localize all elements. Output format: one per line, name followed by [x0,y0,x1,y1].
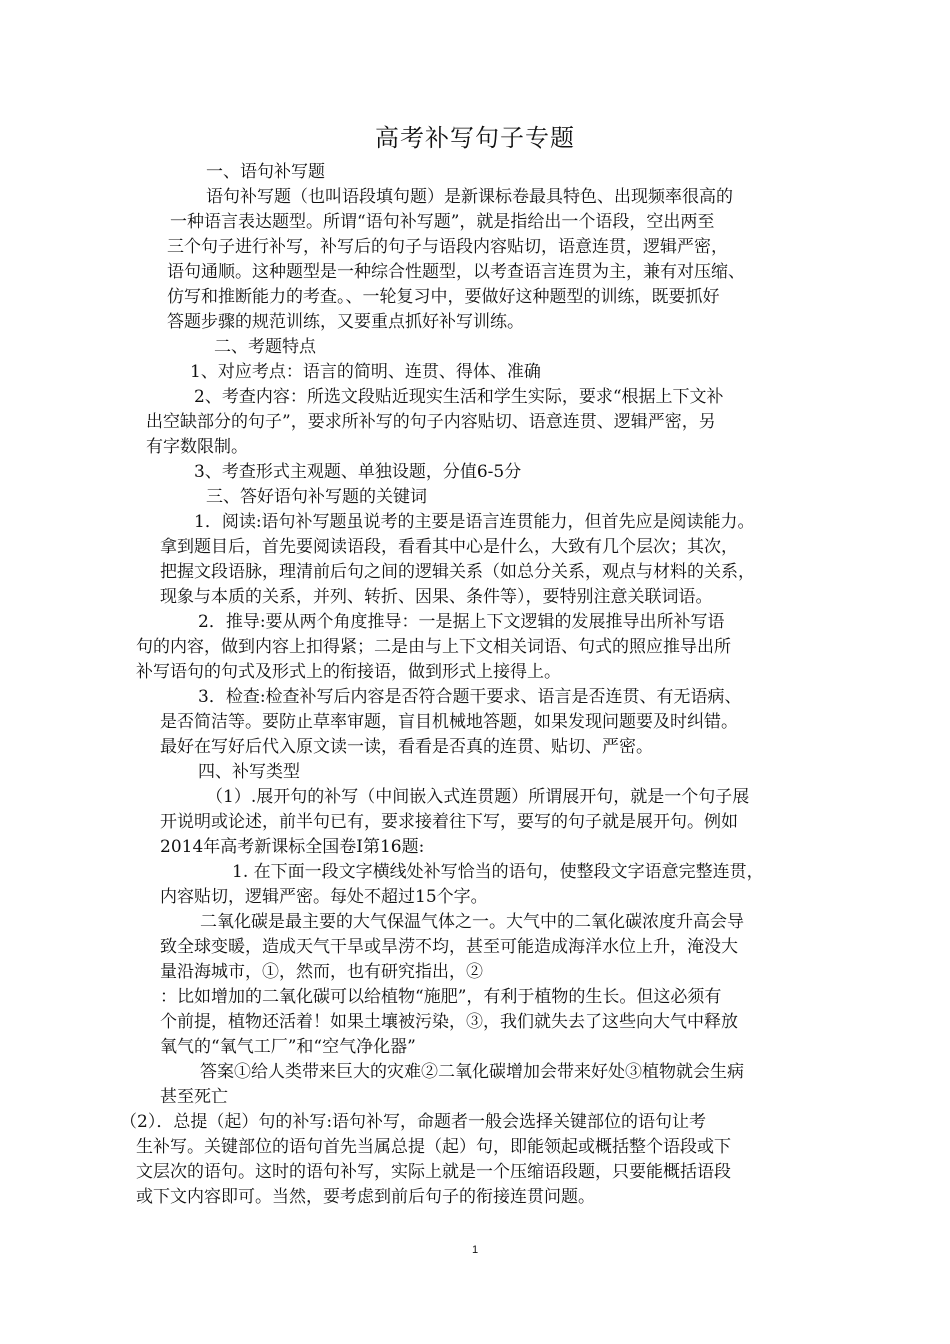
paragraph-line: 最好在写好后代入原文读一读，看看是否真的连贯、贴切、严密。 [160,737,653,757]
paragraph-line: 是否简洁等。要防止草率审题，盲目机械地答题，如果发现问题要及时纠错。 [160,712,738,732]
paragraph-line: 1．阅读:语句补写题虽说考的主要是语言连贯能力，但首先应是阅读能力。 [194,512,755,532]
question-line: 内容贴切，逻辑严密。每处不超过15个字。 [160,887,488,907]
page-number: 1 [471,1244,479,1256]
paragraph-line: 三个句子进行补写，补写后的句子与语段内容贴切，语意连贯，逻辑严密， [167,237,728,257]
paragraph-line: 拿到题目后，首先要阅读语段，看看其中心是什么，大致有几个层次；其次， [160,537,738,557]
paragraph-line: （2）．总提（起）句的补写:语句补写，命题者一般会选择关键部位的语句让考 [120,1112,707,1132]
paragraph-line: 把握文段语脉，理清前后句之间的逻辑关系（如总分关系，观点与材料的关系， [160,562,755,582]
passage-line: 氧气的“氧气工厂”和“空气净化器” [160,1037,416,1057]
paragraph-line: 生补写。关键部位的语句首先当属总提（起）句，即能领起或概括整个语段或下 [136,1137,731,1157]
paragraph-line: 有字数限制。 [146,437,248,457]
paragraph-line: 语句通顺。这种题型是一种综合性题型，以考查语言连贯为主，兼有对压缩、 [167,262,745,282]
section-heading: 三、答好语句补写题的关键词 [206,487,427,507]
paragraph-line: 文层次的语句。这时的语句补写，实际上就是一个压缩语段题，只要能概括语段 [136,1162,731,1182]
paragraph-line: 3、考查形式主观题、单独设题，分值6-5分 [194,462,522,482]
paragraph-line: 1、对应考点：语言的简明、连贯、得体、准确 [190,362,541,382]
paragraph-line: 语句补写题（也叫语段填句题）是新课标卷最具特色、出现频率很高的 [206,187,733,207]
passage-line: 量沿海城市，①，然而，也有研究指出，② [160,962,483,982]
passage-line: ：比如增加的二氧化碳可以给植物“施肥”，有利于植物的生长。但这必须有 [160,987,722,1007]
section-heading: 四、补写类型 [198,762,300,782]
answer-line: 甚至死亡 [160,1087,228,1107]
paragraph-line: 一种语言表达题型。所谓“语句补写题”，就是指给出一个语段，空出两至 [170,212,715,232]
paragraph-line: 答题步骤的规范训练，又要重点抓好补写训练。 [167,312,524,332]
paragraph-line: 现象与本质的关系，并列、转折、因果、条件等），要特别注意关联词语。 [160,587,713,607]
paragraph-line: 3．检查:检查补写后内容是否符合题干要求、语言是否连贯、有无语病、 [198,687,742,707]
paragraph-line: 或下文内容即可。当然，要考虑到前后句子的衔接连贯问题。 [136,1187,595,1207]
passage-line: 二氧化碳是最主要的大气保温气体之一。大气中的二氧化碳浓度升高会导 [200,912,744,932]
question-line: 1. 在下面一段文字横线处补写恰当的语句，使整段文字语意完整连贯， [232,862,764,882]
paragraph-line: （1）.展开句的补写（中间嵌入式连贯题）所谓展开句，就是一个句子展 [206,787,750,807]
paragraph-line: 2．推导:要从两个角度推导：一是据上下文逻辑的发展推导出所补写语 [198,612,725,632]
section-heading: 一、语句补写题 [206,162,325,182]
answer-line: 答案①给人类带来巨大的灾难②二氧化碳增加会带来好处③植物就会生病 [200,1062,744,1082]
paragraph-line: 2014年高考新课标全国卷Ⅰ第16题: [160,837,425,857]
paragraph-line: 仿写和推断能力的考查。、一轮复习中，要做好这种题型的训练，既要抓好 [167,287,720,307]
passage-line: 致全球变暖，造成天气干旱或旱涝不均，甚至可能造成海洋水位上升，淹没大 [160,937,738,957]
paragraph-line: 句的内容，做到内容上扣得紧；二是由与上下文相关词语、句式的照应推导出所 [136,637,731,657]
paragraph-line: 补写语句的句式及形式上的衔接语，做到形式上接得上。 [136,662,561,682]
paragraph-line: 出空缺部分的句子”，要求所补写的句子内容贴切、语意连贯、逻辑严密，另 [146,412,716,432]
paragraph-line: 开说明或论述，前半句已有，要求接着往下写，要写的句子就是展开句。例如 [160,812,738,832]
passage-line: 个前提，植物还活着！如果土壤被污染，③，我们就失去了这些向大气中释放 [160,1012,738,1032]
paragraph-line: 2、考查内容：所选文段贴近现实生活和学生实际，要求“根据上下文补 [194,387,724,407]
page-title: 高考补写句子专题 [375,124,575,152]
section-heading: 二、考题特点 [214,337,316,357]
